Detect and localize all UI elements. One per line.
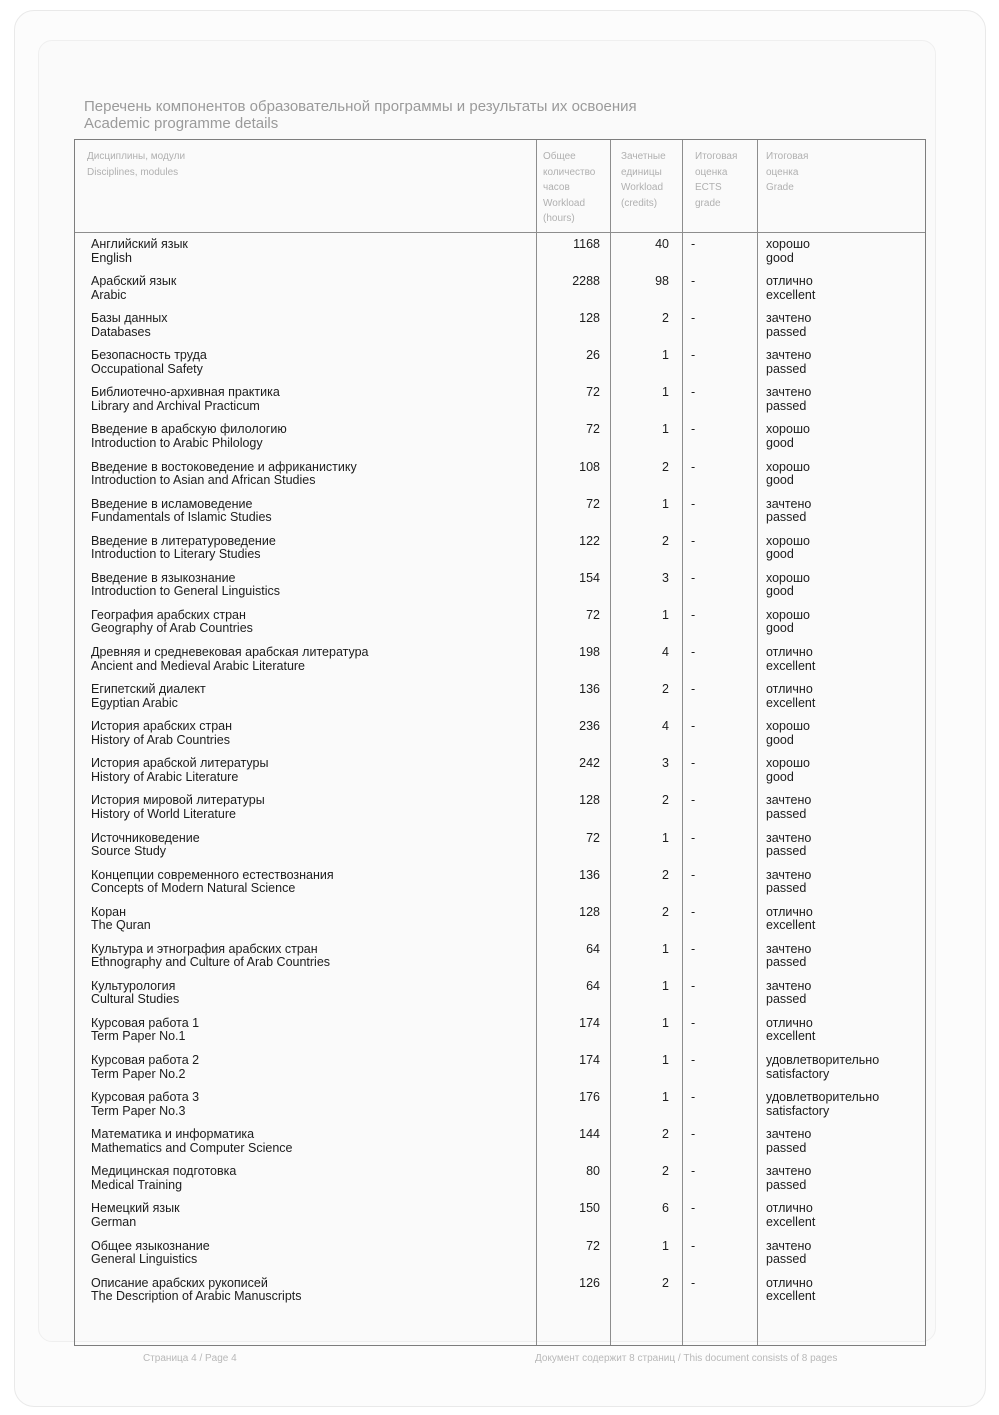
final-grade: хорошо good: [766, 756, 810, 784]
ects-grade: -: [691, 1275, 696, 1290]
ects-grade: -: [691, 1015, 696, 1030]
table-row: [75, 1017, 925, 1054]
table-row: [75, 572, 925, 609]
ects-grade: -: [691, 274, 696, 289]
discipline-name: Курсовая работа 2 Term Paper No.2: [91, 1053, 200, 1081]
workload-credits: 98: [655, 274, 669, 289]
workload-credits: 2: [662, 1275, 669, 1290]
workload-credits: 6: [662, 1201, 669, 1216]
final-grade: зачтено passed: [766, 830, 812, 858]
workload-credits: 4: [662, 645, 669, 660]
final-grade: хорошо good: [766, 459, 810, 488]
final-grade: отлично excellent: [766, 645, 816, 673]
table-row: [75, 498, 925, 535]
workload-credits: 1: [662, 348, 669, 363]
final-grade: отлично excellent: [766, 904, 816, 933]
workload-credits: 1: [662, 1090, 669, 1105]
workload-hours: 136: [579, 867, 600, 882]
header-divider: [75, 232, 925, 233]
ects-grade: -: [691, 756, 696, 771]
ects-grade: -: [691, 1164, 696, 1179]
ects-grade: -: [691, 719, 696, 734]
table-row: [75, 943, 925, 980]
discipline-name: Безопасность труда Occupational Safety: [91, 348, 207, 376]
workload-hours: 242: [579, 756, 600, 771]
workload-credits: 1: [662, 385, 669, 400]
discipline-name: Концепции современного естествознания Concepts of Modern Natural Science: [91, 867, 334, 896]
discipline-name: Базы данных Databases: [91, 311, 168, 339]
discipline-name: Древняя и средневековая арабская литература Ancient and Medieval Arabic Literature: [91, 645, 369, 673]
discipline-name: Общее языкознание General Linguistics: [91, 1238, 210, 1267]
final-grade: зачтено passed: [766, 348, 812, 376]
ects-grade: -: [691, 682, 696, 697]
workload-hours: 236: [579, 719, 600, 734]
table-row: [75, 275, 925, 312]
ects-grade: -: [691, 237, 696, 251]
final-grade: отлично excellent: [766, 274, 816, 302]
workload-credits: 2: [662, 1164, 669, 1179]
table-row: [75, 869, 925, 906]
table-row: [75, 1054, 925, 1091]
workload-credits: 1: [662, 830, 669, 845]
workload-hours: 198: [579, 645, 600, 660]
table-row: [75, 312, 925, 349]
programme-table: [74, 139, 926, 1346]
workload-hours: 72: [586, 830, 600, 845]
workload-credits: 2: [662, 867, 669, 882]
table-row: [75, 1165, 925, 1202]
final-grade: удовлетворительно satisfactory: [766, 1090, 880, 1118]
workload-hours: 2288: [572, 274, 600, 289]
table-row: [75, 461, 925, 498]
ects-grade: -: [691, 570, 696, 585]
workload-hours: 64: [586, 941, 600, 956]
table-row: [75, 683, 925, 720]
final-grade: зачтено passed: [766, 978, 812, 1007]
table-row: [75, 535, 925, 572]
ects-grade: -: [691, 793, 696, 808]
header-hours: Общее количество часов Workload (hours): [543, 151, 596, 224]
workload-credits: 1: [662, 1053, 669, 1068]
ects-grade: -: [691, 496, 696, 511]
final-grade: хорошо good: [766, 422, 810, 450]
workload-credits: 1: [662, 978, 669, 993]
workload-hours: 72: [586, 422, 600, 437]
ects-grade: -: [691, 904, 696, 919]
workload-hours: 122: [579, 533, 600, 548]
ects-grade: -: [691, 645, 696, 660]
workload-hours: 80: [586, 1164, 600, 1179]
discipline-name: Библиотечно-архивная практика Library and Archival Practicum: [91, 385, 280, 413]
page-count-note: Документ содержит 8 страниц / This document consists of 8 pages: [535, 1353, 838, 1364]
ects-grade: -: [691, 941, 696, 956]
ects-grade: -: [691, 1053, 696, 1068]
final-grade: хорошо good: [766, 607, 810, 636]
table-row: [75, 720, 925, 757]
workload-hours: 174: [579, 1015, 600, 1030]
final-grade: отлично excellent: [766, 1275, 816, 1304]
discipline-name: Английский язык English: [91, 237, 188, 265]
workload-hours: 72: [586, 385, 600, 400]
workload-hours: 174: [579, 1053, 600, 1068]
table-row: [75, 794, 925, 831]
workload-credits: 1: [662, 1238, 669, 1253]
workload-credits: 1: [662, 496, 669, 511]
ects-grade: -: [691, 1127, 696, 1142]
discipline-name: Культурология Cultural Studies: [91, 978, 180, 1007]
ects-grade: -: [691, 422, 696, 437]
workload-hours: 128: [579, 793, 600, 808]
discipline-name: История арабских стран History of Arab Countries: [91, 719, 233, 747]
table-row: [75, 980, 925, 1017]
table-row: [75, 1240, 925, 1277]
workload-credits: 1: [662, 422, 669, 437]
workload-hours: 128: [579, 311, 600, 326]
workload-credits: 2: [662, 533, 669, 548]
final-grade: зачтено passed: [766, 793, 812, 821]
discipline-name: Введение в востоковедение и африканистику Introduction to Asian and African Studies: [91, 459, 357, 488]
discipline-name: Описание арабских рукописей The Description of Arabic Manuscripts: [91, 1275, 302, 1304]
table-row: [75, 609, 925, 646]
title-ru: Перечень компонентов образовательной программы и результаты их освоения: [84, 98, 637, 115]
final-grade: хорошо good: [766, 719, 810, 747]
workload-credits: 2: [662, 459, 669, 474]
workload-hours: 1168: [573, 237, 600, 251]
discipline-name: Введение в языкознание Introduction to General Linguistics: [91, 570, 280, 599]
discipline-name: История мировой литературы History of World Literature: [91, 793, 265, 821]
table-row: [75, 1277, 925, 1314]
workload-hours: 128: [579, 904, 600, 919]
final-grade: зачтено passed: [766, 867, 812, 896]
table-row: [75, 646, 925, 683]
final-grade: зачтено passed: [766, 311, 812, 339]
header-grade: Итоговая оценка Grade: [766, 151, 809, 193]
workload-credits: 2: [662, 311, 669, 326]
workload-hours: 126: [579, 1275, 600, 1290]
ects-grade: -: [691, 533, 696, 548]
workload-hours: 144: [579, 1127, 600, 1142]
table-row: [75, 349, 925, 386]
final-grade: хорошо good: [766, 533, 810, 562]
ects-grade: -: [691, 385, 696, 400]
table-row: [75, 1202, 925, 1239]
ects-grade: -: [691, 348, 696, 363]
table-row: [75, 1091, 925, 1128]
workload-credits: 1: [662, 1015, 669, 1030]
workload-hours: 136: [579, 682, 600, 697]
discipline-name: Математика и информатика Mathematics and Computer Science: [91, 1127, 293, 1155]
final-grade: отлично excellent: [766, 1015, 816, 1044]
final-grade: зачтено passed: [766, 941, 812, 970]
discipline-name: Введение в арабскую филологию Introduction to Arabic Philology: [91, 422, 287, 450]
final-grade: хорошо good: [766, 570, 810, 599]
discipline-name: Культура и этнография арабских стран Ethnography and Culture of Arab Countries: [91, 941, 331, 970]
workload-credits: 40: [655, 237, 669, 251]
final-grade: зачтено passed: [766, 1164, 812, 1192]
table-row: [75, 906, 925, 943]
workload-credits: 3: [662, 570, 669, 585]
final-grade: отлично excellent: [766, 1201, 816, 1229]
header-disciplines: Дисциплины, модули Disciplines, modules: [87, 151, 186, 178]
table-row: [75, 423, 925, 460]
table-row: [75, 386, 925, 423]
workload-hours: 26: [586, 348, 600, 363]
header-credits: Зачетные единицы Workload (credits): [621, 151, 666, 209]
final-grade: зачтено passed: [766, 1127, 812, 1155]
discipline-name: Немецкий язык German: [91, 1201, 180, 1229]
discipline-name: Коран The Quran: [91, 904, 151, 933]
discipline-name: Источниковедение Source Study: [91, 830, 200, 858]
title-en: Academic programme details: [84, 115, 279, 132]
final-grade: зачтено passed: [766, 496, 812, 525]
table-row: [75, 757, 925, 794]
discipline-name: Курсовая работа 3 Term Paper No.3: [91, 1090, 200, 1118]
final-grade: хорошо good: [766, 237, 810, 265]
workload-hours: 154: [579, 570, 600, 585]
ects-grade: -: [691, 1201, 696, 1216]
workload-credits: 3: [662, 756, 669, 771]
final-grade: удовлетворительно satisfactory: [766, 1053, 880, 1081]
workload-hours: 108: [579, 459, 600, 474]
workload-credits: 2: [662, 1127, 669, 1142]
workload-credits: 4: [662, 719, 669, 734]
header-ects: Итоговая оценка ECTS grade: [695, 151, 738, 209]
ects-grade: -: [691, 607, 696, 622]
table-row: [75, 238, 925, 275]
page-number: Страница 4 / Page 4: [143, 1353, 237, 1364]
workload-credits: 2: [662, 682, 669, 697]
document-title: [84, 98, 637, 132]
discipline-name: Медицинская подготовка Medical Training: [91, 1164, 237, 1192]
workload-hours: 64: [586, 978, 600, 993]
discipline-name: Курсовая работа 1 Term Paper No.1: [91, 1015, 200, 1044]
final-grade: зачтено passed: [766, 1238, 812, 1267]
table-row: [75, 1128, 925, 1165]
ects-grade: -: [691, 830, 696, 845]
ects-grade: -: [691, 978, 696, 993]
workload-credits: 1: [662, 941, 669, 956]
discipline-name: Египетский диалект Egyptian Arabic: [91, 682, 206, 710]
ects-grade: -: [691, 459, 696, 474]
discipline-name: Арабский язык Arabic: [91, 274, 177, 302]
workload-credits: 2: [662, 793, 669, 808]
workload-hours: 150: [579, 1201, 600, 1216]
ects-grade: -: [691, 311, 696, 326]
discipline-name: Введение в литературоведение Introduction to Literary Studies: [91, 533, 276, 562]
final-grade: зачтено passed: [766, 385, 812, 413]
ects-grade: -: [691, 1090, 696, 1105]
workload-hours: 176: [579, 1090, 600, 1105]
ects-grade: -: [691, 1238, 696, 1253]
ects-grade: -: [691, 867, 696, 882]
discipline-name: География арабских стран Geography of Arab Countries: [91, 607, 253, 636]
discipline-name: Введение в исламоведение Fundamentals of Islamic Studies: [91, 496, 272, 525]
table-body: [75, 238, 925, 1314]
discipline-name: История арабской литературы History of Arabic Literature: [91, 756, 269, 784]
workload-hours: 72: [586, 607, 600, 622]
workload-credits: 2: [662, 904, 669, 919]
workload-hours: 72: [586, 1238, 600, 1253]
final-grade: отлично excellent: [766, 682, 816, 710]
workload-hours: 72: [586, 496, 600, 511]
workload-credits: 1: [662, 607, 669, 622]
table-row: [75, 832, 925, 869]
